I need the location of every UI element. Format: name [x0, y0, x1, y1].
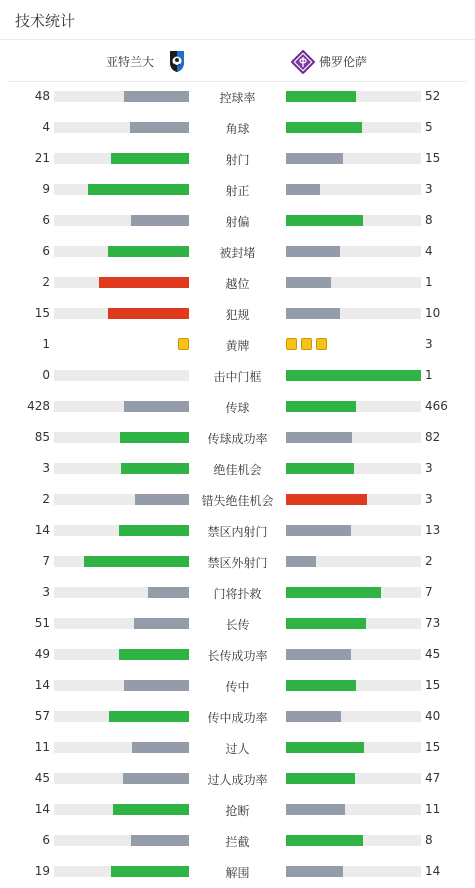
- home-stat-value: 85: [34, 430, 50, 444]
- stat-row: [0, 423, 475, 454]
- stat-label: 解围: [225, 866, 250, 880]
- home-yellow-cards: [174, 338, 189, 351]
- home-stat-bar-fill: [108, 246, 189, 257]
- away-stat-value: 10: [425, 306, 441, 320]
- away-stat-bar-fill: [286, 742, 364, 753]
- home-stat-bar: [54, 122, 189, 133]
- home-stat-value: 4: [42, 120, 50, 134]
- yellow-card-icon: [286, 338, 297, 350]
- home-stat-bar: [54, 184, 189, 195]
- stat-label: 传中成功率: [207, 711, 268, 725]
- away-stat-bar-fill: [286, 618, 366, 629]
- away-stat-bar-fill: [286, 91, 356, 102]
- home-stat-value: 3: [42, 461, 50, 475]
- stat-row: [0, 361, 475, 392]
- stat-row: [0, 702, 475, 733]
- home-stat-value: 6: [42, 833, 50, 847]
- away-stat-value: 2: [425, 554, 433, 568]
- away-stat-value: 11: [425, 802, 441, 816]
- home-stat-value: 428: [27, 399, 50, 413]
- home-stat-bar: [54, 494, 189, 505]
- away-stat-value: 4: [425, 244, 433, 258]
- stat-row: [0, 485, 475, 516]
- away-stat-bar: [286, 463, 421, 474]
- away-stat-value: 82: [425, 430, 441, 444]
- stat-label: 门将扑救: [213, 587, 262, 601]
- stat-label: 禁区内射门: [207, 525, 268, 539]
- home-stat-bar-fill: [130, 122, 189, 133]
- home-stat-bar: [54, 370, 189, 381]
- stat-row: [0, 237, 475, 268]
- away-stat-value: 3: [425, 492, 433, 506]
- home-stat-bar: [54, 91, 189, 102]
- home-stat-bar-fill: [113, 804, 189, 815]
- away-stat-bar: [286, 804, 421, 815]
- away-stat-bar-fill: [286, 308, 340, 319]
- away-stat-bar-fill: [286, 153, 343, 164]
- home-stat-bar: [54, 649, 189, 660]
- home-stat-bar-fill: [131, 215, 189, 226]
- home-stat-value: 0: [42, 368, 50, 382]
- page-title: 技术统计: [15, 12, 76, 30]
- stat-label: 过人: [225, 742, 250, 756]
- stat-row: [0, 857, 475, 888]
- home-stat-bar-fill: [148, 587, 189, 598]
- stat-label: 击中门框: [213, 370, 262, 384]
- away-stat-bar: [286, 308, 421, 319]
- away-stat-bar-fill: [286, 246, 340, 257]
- yellow-card-icon: [178, 338, 189, 350]
- home-stat-value: 7: [42, 554, 50, 568]
- home-stat-value: 57: [34, 709, 50, 723]
- away-stat-value: 3: [425, 461, 433, 475]
- home-stat-bar: [54, 711, 189, 722]
- stat-label: 角球: [225, 122, 250, 136]
- away-stat-bar: [286, 432, 421, 443]
- home-stat-bar-fill: [111, 153, 189, 164]
- stat-row: [0, 764, 475, 795]
- home-stat-bar-fill: [119, 525, 189, 536]
- away-stat-bar: [286, 494, 421, 505]
- away-stat-value: 13: [425, 523, 441, 537]
- home-stat-bar-fill: [119, 649, 189, 660]
- fiorentina-logo-icon[interactable]: [291, 50, 315, 74]
- home-stat-bar-fill: [135, 494, 189, 505]
- yellow-card-icon: [316, 338, 327, 350]
- home-stat-value: 48: [34, 89, 50, 103]
- stat-row: [0, 733, 475, 764]
- home-stat-bar: [54, 463, 189, 474]
- home-stat-bar: [54, 153, 189, 164]
- home-stat-value: 21: [34, 151, 50, 165]
- stat-label: 黄牌: [225, 339, 250, 353]
- away-stat-bar: [286, 773, 421, 784]
- stat-label: 射偏: [225, 215, 250, 229]
- away-stat-bar-fill: [286, 432, 352, 443]
- home-stat-value: 9: [42, 182, 50, 196]
- home-stat-bar: [54, 525, 189, 536]
- stat-label: 犯规: [225, 308, 250, 322]
- home-stat-value: 1: [42, 337, 50, 351]
- away-team-name[interactable]: 佛罗伦萨: [319, 55, 368, 69]
- home-stat-bar: [54, 308, 189, 319]
- stat-row: [0, 113, 475, 144]
- stat-row: [0, 299, 475, 330]
- stat-label: 长传: [225, 618, 250, 632]
- home-stat-bar-fill: [131, 835, 189, 846]
- stat-label: 抢断: [225, 804, 250, 818]
- away-stat-bar-fill: [286, 804, 345, 815]
- away-stat-bar: [286, 246, 421, 257]
- stat-row: [0, 671, 475, 702]
- stat-label: 过人成功率: [207, 773, 268, 787]
- home-stat-bar: [54, 277, 189, 288]
- away-stat-value: 1: [425, 368, 433, 382]
- stat-label: 射门: [225, 153, 250, 167]
- away-stat-value: 1: [425, 275, 433, 289]
- away-stat-value: 40: [425, 709, 441, 723]
- away-stat-value: 8: [425, 833, 433, 847]
- away-stat-bar-fill: [286, 773, 355, 784]
- home-stat-value: 2: [42, 492, 50, 506]
- away-stat-bar-fill: [286, 649, 351, 660]
- home-stat-value: 14: [34, 678, 50, 692]
- home-stat-bar: [54, 556, 189, 567]
- stat-label: 射正: [225, 184, 250, 198]
- home-stat-value: 11: [34, 740, 50, 754]
- home-stat-bar-fill: [108, 308, 189, 319]
- stat-row: [0, 206, 475, 237]
- home-stat-bar: [54, 246, 189, 257]
- stat-row: [0, 392, 475, 423]
- home-stat-bar-fill: [132, 742, 189, 753]
- away-stat-bar: [286, 649, 421, 660]
- home-stat-bar: [54, 432, 189, 443]
- stat-label: 被封堵: [219, 246, 256, 260]
- home-stat-bar-fill: [99, 277, 189, 288]
- home-stat-bar: [54, 773, 189, 784]
- stat-label: 绝佳机会: [213, 463, 262, 477]
- away-stat-bar-fill: [286, 835, 363, 846]
- stat-row: [0, 547, 475, 578]
- away-stat-bar-fill: [286, 556, 316, 567]
- away-stat-bar-fill: [286, 680, 356, 691]
- home-team-name[interactable]: 亚特兰大: [105, 55, 154, 69]
- away-stat-bar: [286, 153, 421, 164]
- away-stat-bar-fill: [286, 122, 362, 133]
- stat-label: 传中: [225, 680, 250, 694]
- away-stat-bar: [286, 215, 421, 226]
- home-stat-bar: [54, 835, 189, 846]
- stat-row: [0, 330, 475, 361]
- away-stat-value: 15: [425, 678, 441, 692]
- away-stat-value: 466: [425, 399, 448, 413]
- stat-label: 传球: [225, 401, 250, 415]
- stat-label: 长传成功率: [207, 649, 268, 663]
- away-stat-value: 7: [425, 585, 433, 599]
- away-stat-bar: [286, 866, 421, 877]
- home-stat-value: 2: [42, 275, 50, 289]
- stat-row: [0, 268, 475, 299]
- home-stat-value: 45: [34, 771, 50, 785]
- away-stat-value: 14: [425, 864, 441, 878]
- stat-row: [0, 175, 475, 206]
- stats-header: [0, 0, 475, 40]
- home-stat-bar-fill: [109, 711, 189, 722]
- away-stat-value: 15: [425, 740, 441, 754]
- away-stat-value: 73: [425, 616, 441, 630]
- away-stat-bar: [286, 277, 421, 288]
- away-stat-value: 3: [425, 182, 433, 196]
- home-stat-bar-fill: [111, 866, 189, 877]
- away-stat-value: 8: [425, 213, 433, 227]
- away-stat-bar-fill: [286, 866, 343, 877]
- home-stat-bar: [54, 215, 189, 226]
- home-stat-bar-fill: [123, 773, 189, 784]
- stat-row: [0, 609, 475, 640]
- home-stat-bar: [54, 804, 189, 815]
- home-stat-bar: [54, 742, 189, 753]
- away-stat-value: 15: [425, 151, 441, 165]
- stat-row: [0, 454, 475, 485]
- home-stat-bar-fill: [120, 432, 189, 443]
- home-stat-value: 6: [42, 244, 50, 258]
- away-stat-value: 47: [425, 771, 441, 785]
- away-stat-bar: [286, 618, 421, 629]
- away-stat-bar: [286, 556, 421, 567]
- away-stat-bar-fill: [286, 463, 354, 474]
- away-stat-bar-fill: [286, 370, 421, 381]
- away-stat-bar: [286, 370, 421, 381]
- stat-label: 禁区外射门: [207, 556, 268, 570]
- home-stat-bar-fill: [124, 401, 189, 412]
- home-stat-bar: [54, 680, 189, 691]
- away-stat-bar: [286, 587, 421, 598]
- stat-label: 越位: [225, 277, 250, 291]
- home-stat-bar-fill: [124, 680, 189, 691]
- away-stat-bar-fill: [286, 184, 320, 195]
- away-stat-bar: [286, 835, 421, 846]
- stat-row: [0, 82, 475, 113]
- away-stat-bar: [286, 184, 421, 195]
- home-stat-bar-fill: [121, 463, 189, 474]
- home-stat-value: 15: [34, 306, 50, 320]
- home-stat-bar: [54, 618, 189, 629]
- away-stat-value: 52: [425, 89, 441, 103]
- away-stat-bar-fill: [286, 494, 367, 505]
- teams-bar: [8, 40, 467, 82]
- away-stat-bar-fill: [286, 277, 331, 288]
- home-stat-value: 6: [42, 213, 50, 227]
- away-stat-value: 3: [425, 337, 433, 351]
- yellow-card-icon: [301, 338, 312, 350]
- away-stat-bar: [286, 525, 421, 536]
- stat-label: 传球成功率: [207, 432, 268, 446]
- home-stat-value: 14: [34, 802, 50, 816]
- stat-label: 拦截: [225, 835, 250, 849]
- home-stat-bar-fill: [84, 556, 189, 567]
- stat-row: [0, 795, 475, 826]
- home-stat-bar-fill: [88, 184, 189, 195]
- away-stat-bar-fill: [286, 401, 356, 412]
- stat-label: 错失绝佳机会: [201, 494, 274, 508]
- stat-row: [0, 640, 475, 671]
- stat-row: [0, 826, 475, 857]
- home-stat-bar-fill: [124, 91, 189, 102]
- atalanta-logo-icon[interactable]: [169, 49, 185, 73]
- home-stat-bar-fill: [134, 618, 189, 629]
- away-stat-bar: [286, 680, 421, 691]
- away-stat-bar: [286, 122, 421, 133]
- home-stat-value: 49: [34, 647, 50, 661]
- home-stat-bar: [54, 401, 189, 412]
- away-stat-bar-fill: [286, 525, 351, 536]
- home-stat-bar: [54, 866, 189, 877]
- stat-row: [0, 144, 475, 175]
- away-stat-bar: [286, 711, 421, 722]
- away-stat-bar-fill: [286, 587, 381, 598]
- stat-label: 控球率: [219, 91, 256, 105]
- away-stat-bar: [286, 91, 421, 102]
- stat-row: [0, 578, 475, 609]
- home-stat-bar: [54, 587, 189, 598]
- away-stat-bar-fill: [286, 711, 341, 722]
- home-stat-value: 51: [34, 616, 50, 630]
- away-stat-bar: [286, 742, 421, 753]
- home-stat-value: 14: [34, 523, 50, 537]
- home-stat-value: 19: [34, 864, 50, 878]
- away-stat-bar-fill: [286, 215, 363, 226]
- away-stat-value: 45: [425, 647, 441, 661]
- away-stat-bar: [286, 401, 421, 412]
- home-stat-value: 3: [42, 585, 50, 599]
- away-yellow-cards: [286, 338, 331, 351]
- away-stat-value: 5: [425, 120, 433, 134]
- stat-row: [0, 516, 475, 547]
